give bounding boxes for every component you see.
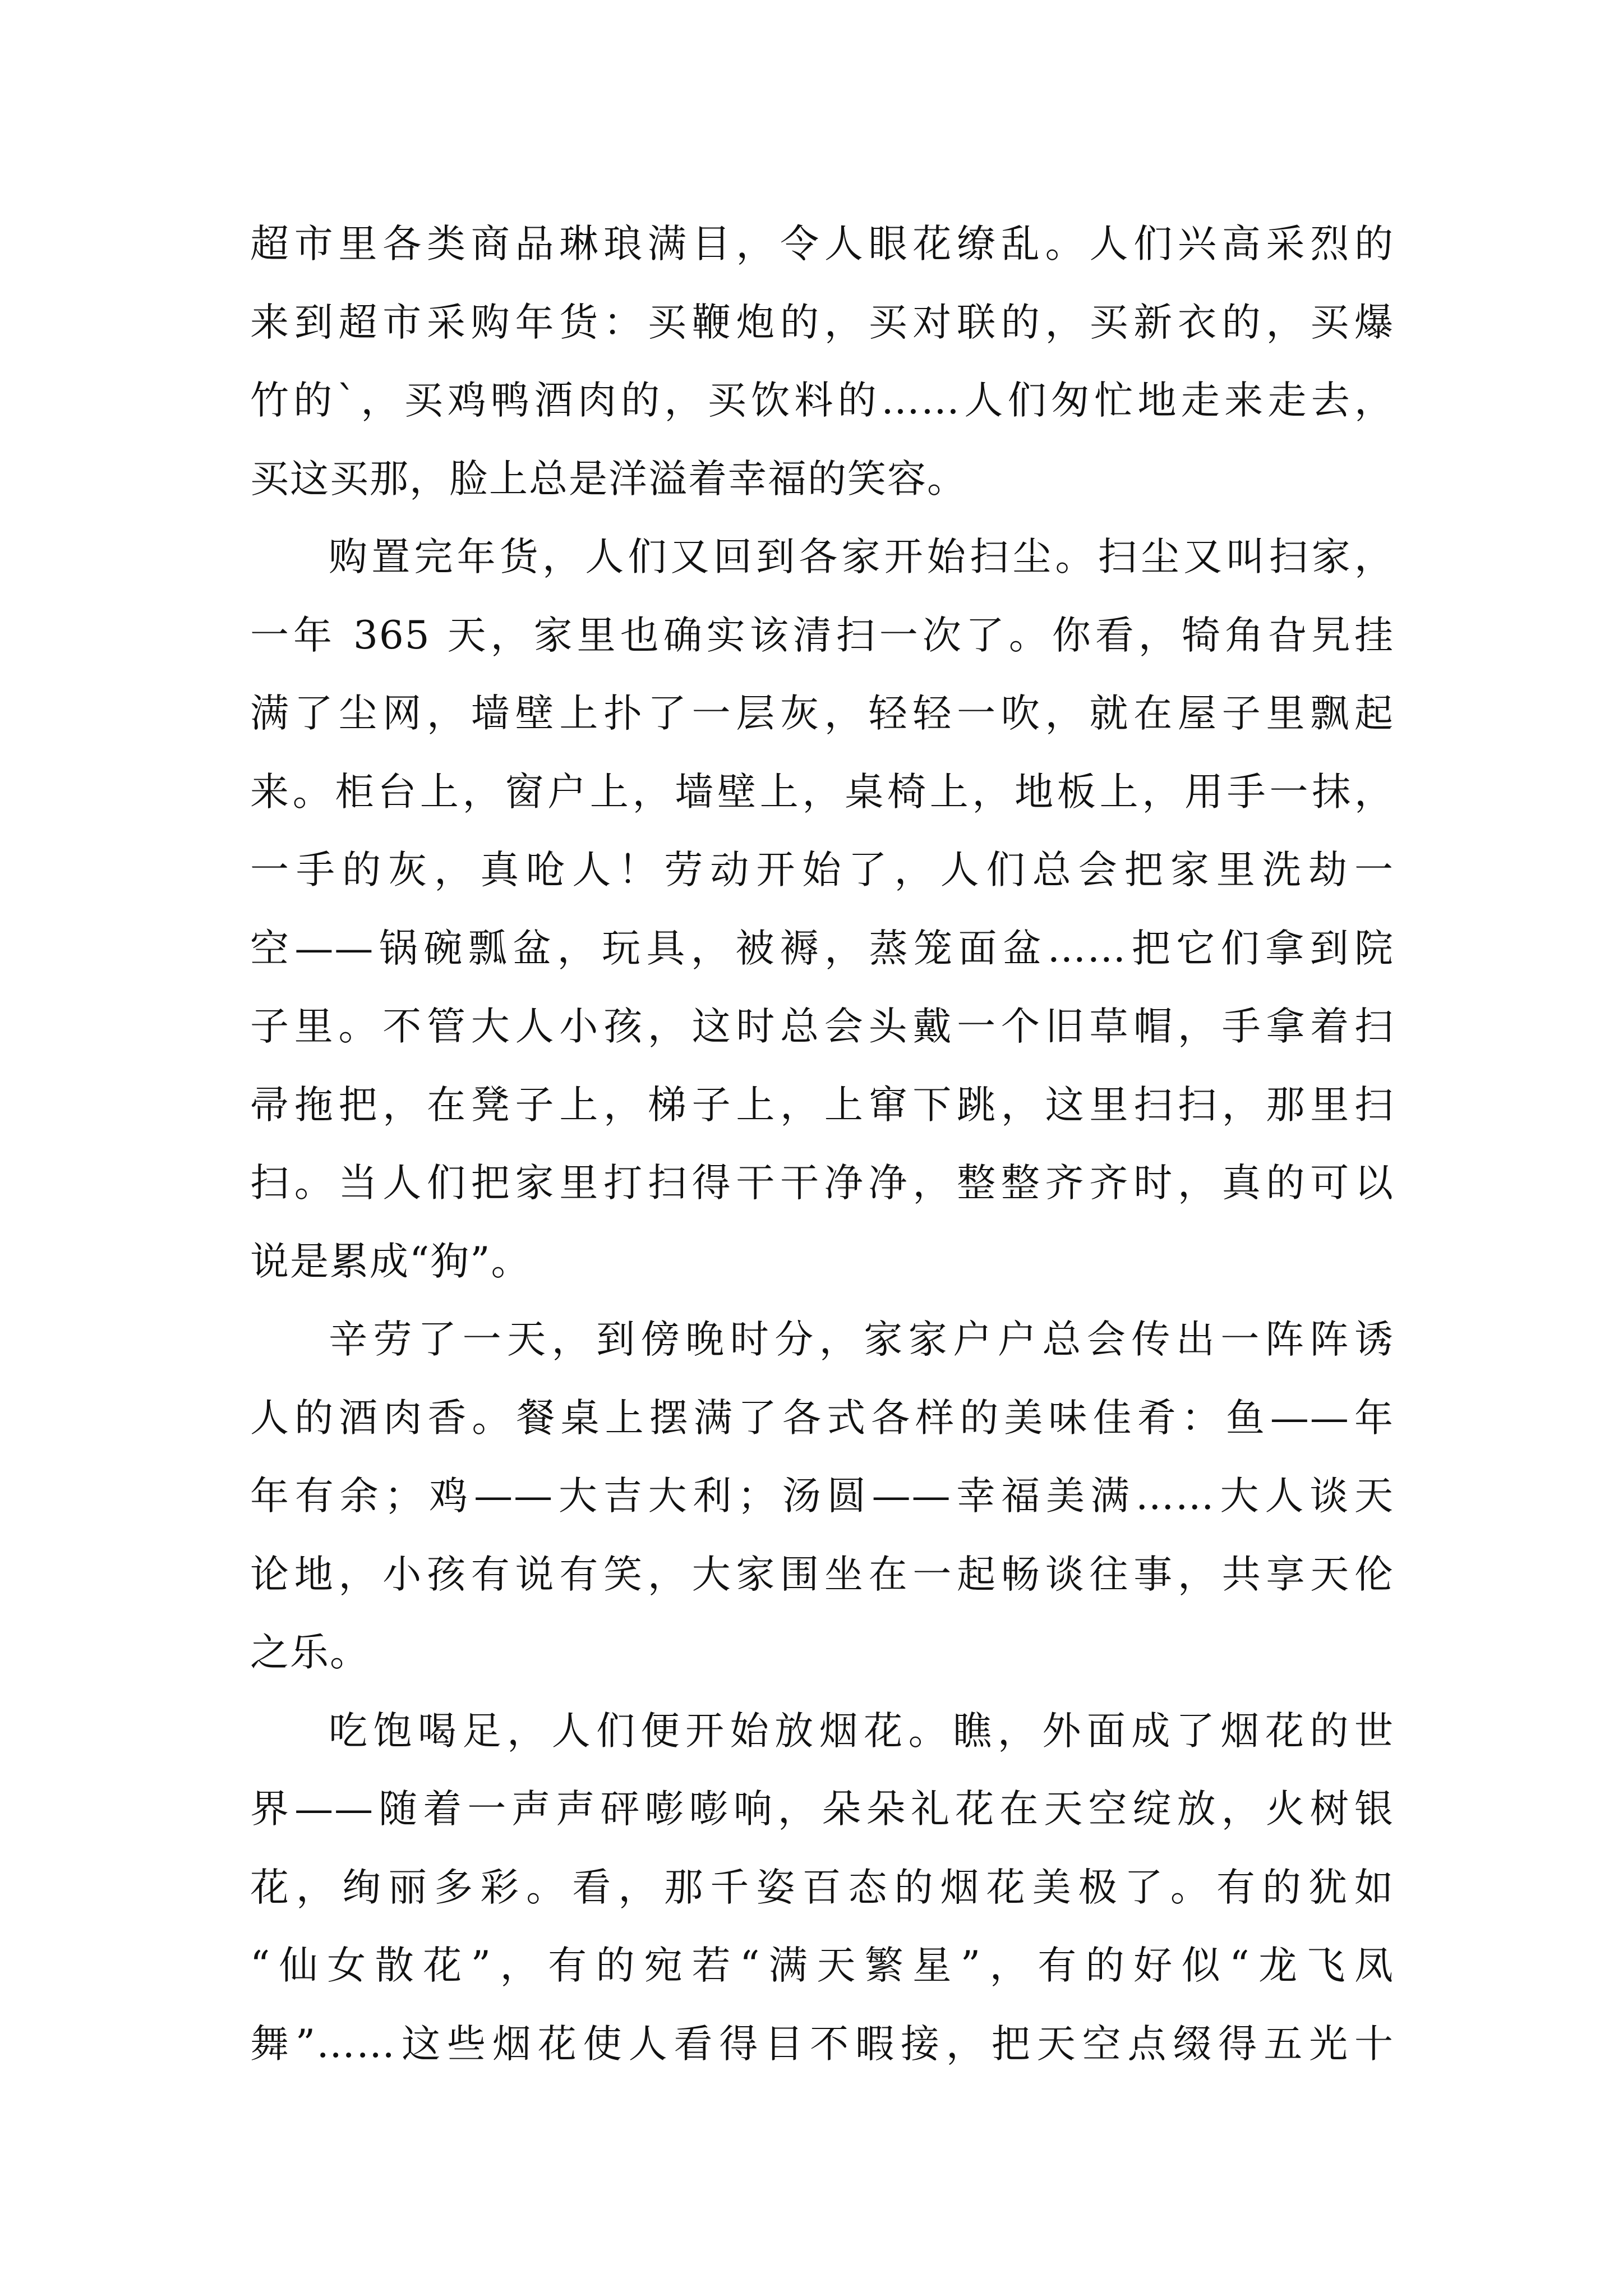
text-line: 一年 365 天，家里也确实该清扫一次了。你看，犄角旮旯挂 — [250, 613, 1394, 658]
text-line: 之乐。 — [250, 1630, 370, 1675]
text-line: 舞”……这些烟花使人看得目不暇接，把天空点缀得五光十 — [250, 2021, 1394, 2067]
text-line: 辛劳了一天，到傍晚时分，家家户户总会传出一阵阵诱 — [329, 1317, 1394, 1362]
body-text — [250, 205, 1394, 2083]
text-line: 满了尘网，墙壁上扑了一层灰，轻轻一吹，就在屋子里飘起 — [250, 691, 1394, 736]
text-line: 超市里各类商品琳琅满目，令人眼花缭乱。人们兴高采烈的 — [250, 222, 1394, 266]
text-line: 界——随着一声声砰嘭嘭响，朵朵礼花在天空绽放，火树银 — [250, 1787, 1394, 1832]
text-line: 年有余；鸡——大吉大利；汤圆——幸福美满……大人谈天 — [250, 1474, 1394, 1519]
text-line: 帚拖把，在凳子上，梯子上，上窜下跳，这里扫扫，那里扫 — [250, 1082, 1394, 1128]
text-line: “仙女散花”，有的宛若“满天繁星”，有的好似“龙飞凤 — [250, 1943, 1394, 1988]
text-line: 说是累成“狗”。 — [250, 1239, 531, 1284]
text-line: 买这买那，脸上总是洋溢着幸福的笑容。 — [250, 456, 967, 501]
text-line: 来。柜台上，窗户上，墙壁上，桌椅上，地板上，用手一抹， — [250, 769, 1394, 815]
text-line: 子里。不管大人小孩，这时总会头戴一个旧草帽，手拿着扫 — [250, 1004, 1394, 1049]
text-line: 空——锅碗瓢盆，玩具，被褥，蒸笼面盆……把它们拿到院 — [250, 926, 1394, 971]
text-line: 扫。当人们把家里打扫得干干净净，整整齐齐时，真的可以 — [250, 1161, 1394, 1205]
text-line: 来到超市采购年货：买鞭炮的，买对联的，买新衣的，买爆 — [250, 300, 1394, 345]
text-line: 竹的`，买鸡鸭酒肉的，买饮料的……人们匆忙地走来走去， — [250, 378, 1394, 423]
text-line: 购置完年货，人们又回到各家开始扫尘。扫尘又叫扫家， — [329, 535, 1394, 579]
text-line: 论地，小孩有说有笑，大家围坐在一起畅谈往事，共享天伦 — [250, 1552, 1394, 1597]
text-line: 人的酒肉香。餐桌上摆满了各式各样的美味佳肴：鱼——年 — [250, 1395, 1394, 1441]
text-line: 花，绚丽多彩。看，那千姿百态的烟花美极了。有的犹如 — [250, 1865, 1394, 1910]
text-line: 一手的灰，真呛人！劳动开始了，人们总会把家里洗劫一 — [250, 848, 1394, 892]
text-line: 吃饱喝足，人们便开始放烟花。瞧，外面成了烟花的世 — [329, 1708, 1394, 1754]
